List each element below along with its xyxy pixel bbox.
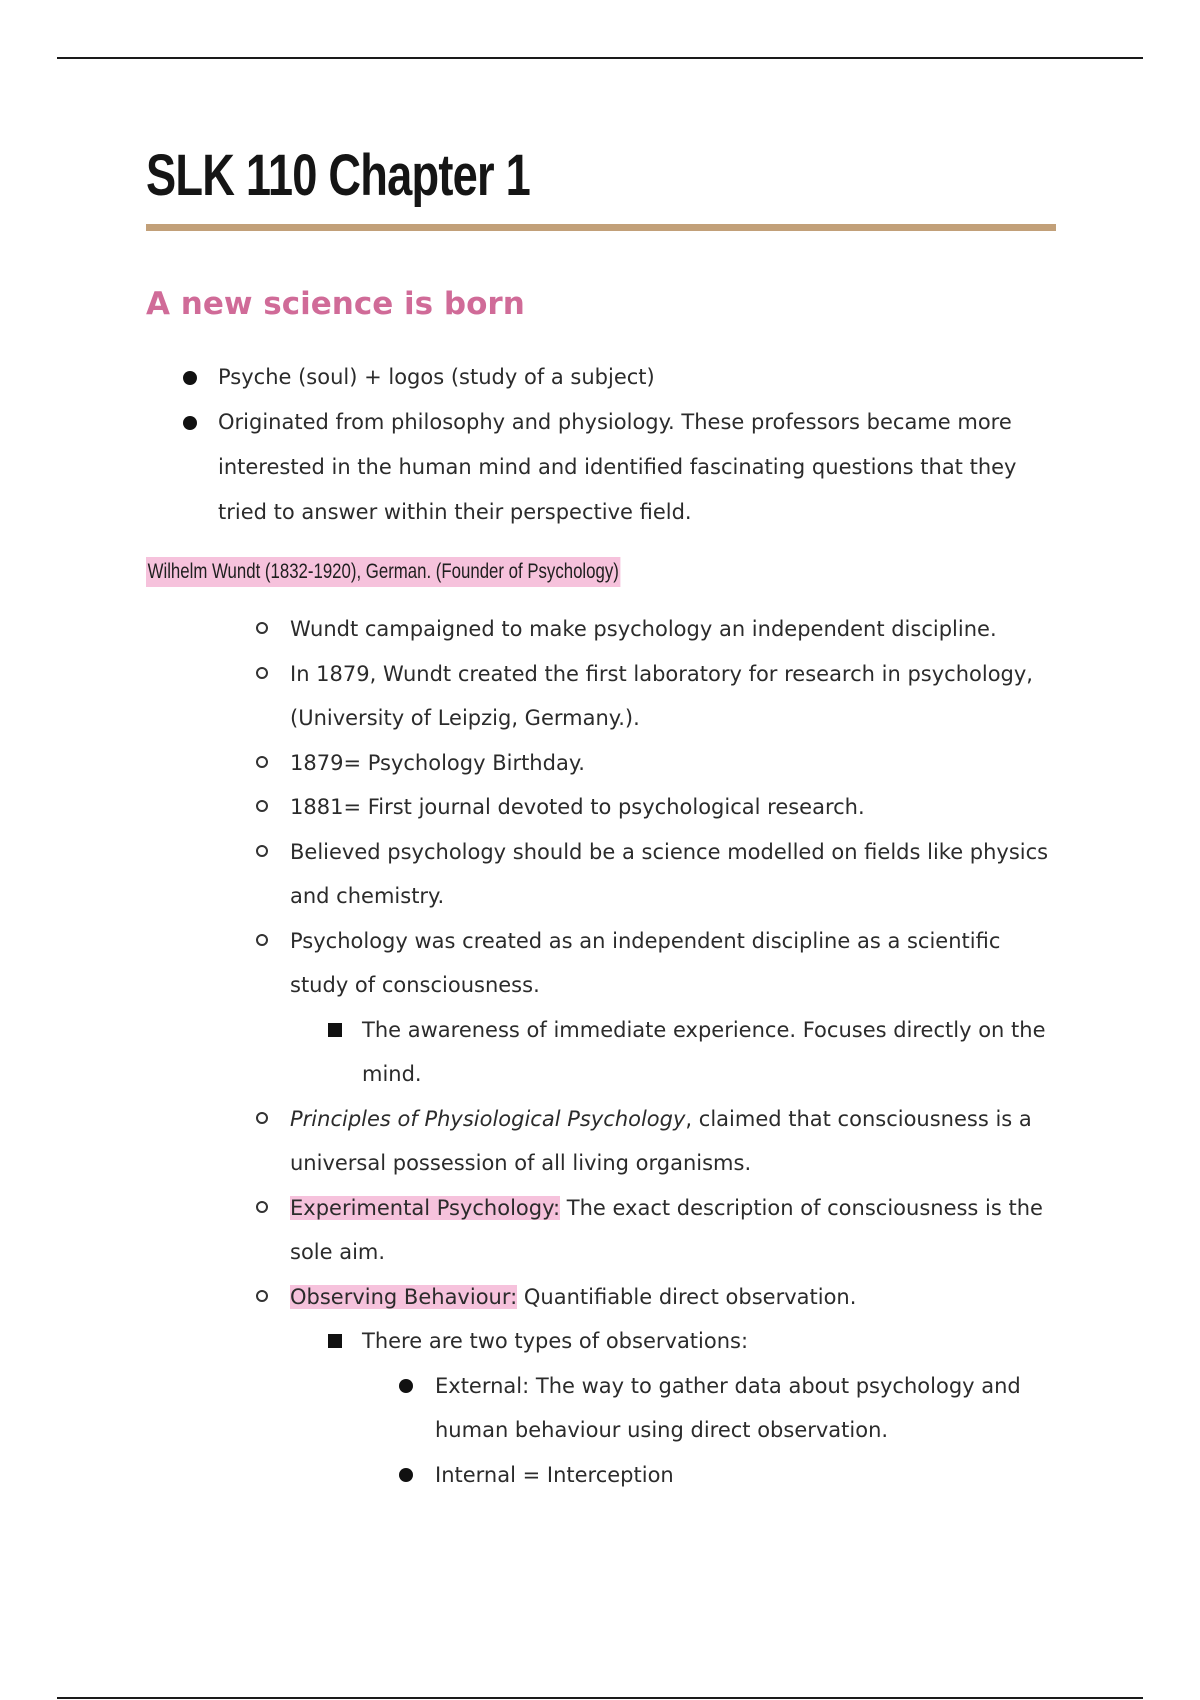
list-item [290,1319,1056,1497]
nested-list [290,1319,1056,1497]
list-item-text: Psychology was created as an independent discipline as a scientific study of consciousness. [290,928,1001,997]
bullet-dot-icon [183,416,197,430]
list-item-text: External: The way to gather data about psychology and human behaviour using direct observation. [435,1373,1021,1442]
bullet-dot-icon [399,1468,413,1482]
list-item [146,652,1056,741]
list-item-text: The exact description of consciousness is the sole aim. [290,1195,1043,1264]
hollow-circle-bullet-icon [256,756,268,768]
list-item [146,607,1056,652]
hollow-circle-bullet-icon [256,1201,268,1213]
book-title: Principles of Physiological Psychology [290,1106,686,1131]
section-heading: A new science is born [146,286,525,322]
list-item [362,1453,1056,1498]
wundt-points-list [146,607,1056,1497]
bullet-dot-icon [399,1379,413,1393]
hollow-circle-bullet-icon [256,845,268,857]
list-item-text: 1879= Psychology Birthday. [290,750,585,775]
list-item [146,1186,1056,1275]
square-bullet-icon [328,1334,342,1348]
highlighted-term: Observing Behaviour: [290,1284,518,1309]
wundt-heading: Wilhelm Wundt (1832-1920), German. (Founder of Psychology) [146,557,620,587]
hollow-circle-bullet-icon [256,622,268,634]
list-item-text: Believed psychology should be a science modelled on fields like physics and chemistry. [290,839,1049,908]
list-item [146,355,1056,400]
list-item-text: 1881= First journal devoted to psychological research. [290,795,865,819]
list-item [146,919,1056,1097]
list-item [146,741,1056,786]
list-item-text: , claimed that consciousness is a universal possession of all living organisms. [290,1106,1032,1175]
page-top-rule [57,57,1143,59]
nested-list [290,1008,1056,1097]
list-item-text: Psyche (soul) + logos (study of a subject) [218,365,655,389]
list-item-text: The awareness of immediate experience. Focuses directly on the mind. [362,1017,1046,1086]
square-bullet-icon [328,1023,342,1037]
hollow-circle-bullet-icon [256,667,268,679]
list-item [146,1275,1056,1498]
list-item [290,1008,1056,1097]
list-item-text: Internal = Interception [435,1462,674,1487]
list-item [146,1097,1056,1186]
list-item [146,400,1056,535]
nested-list [362,1364,1056,1498]
list-item-text: Originated from philosophy and physiology. These professors became more interested in the human mind and identified fascinating questions that they tried to answer within their perspective field. [218,410,1017,524]
bullet-dot-icon [183,371,197,385]
hollow-circle-bullet-icon [256,1112,268,1124]
page-bottom-rule [57,1697,1143,1699]
list-item [146,830,1056,919]
list-item [146,785,1056,830]
list-item-text: Wundt campaigned to make psychology an independent discipline. [290,617,997,641]
hollow-circle-bullet-icon [256,800,268,812]
page-title: SLK 110 Chapter 1 [146,143,531,208]
highlighted-term: Experimental Psychology: [290,1195,561,1220]
hollow-circle-bullet-icon [256,934,268,946]
title-underline [146,224,1056,231]
hollow-circle-bullet-icon [256,1290,268,1302]
list-item [362,1364,1056,1453]
list-item-text: Quantifiable direct observation. [517,1284,857,1309]
document-body [146,140,1056,1497]
list-item-text: There are two types of observations: [362,1329,749,1353]
list-item-text: In 1879, Wundt created the first laboratory for research in psychology, (University of Leipzig, Germany.). [290,661,1033,730]
intro-bullet-list [146,355,1056,535]
